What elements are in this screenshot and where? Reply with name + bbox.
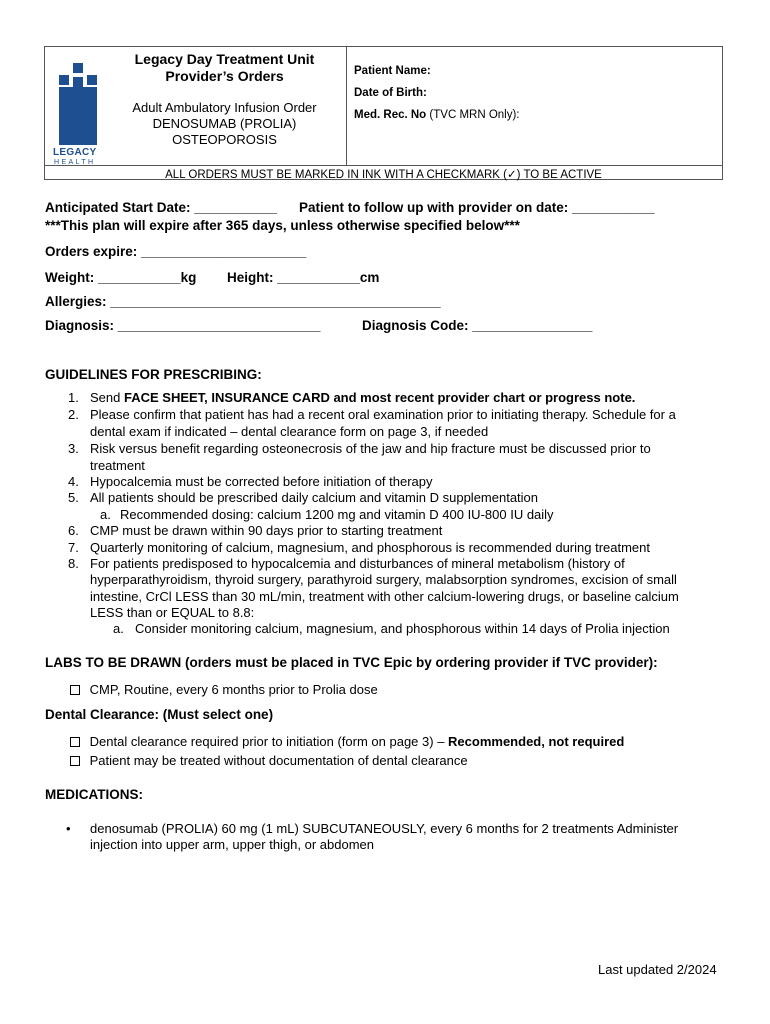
dental-option-not-required[interactable] [70, 753, 468, 768]
labs-heading: LABS TO BE DRAWN (orders must be placed in TVC Epic by ordering provider if TVC provider): [45, 655, 658, 670]
weight-field[interactable]: Weight: ___________kg [45, 270, 197, 285]
logo-text-legacy: LEGACY [53, 147, 97, 158]
patient-name-label: Patient Name: [354, 65, 431, 77]
dental-required-checkbox[interactable] [70, 737, 80, 747]
mrn-label: Med. Rec. No [354, 109, 427, 121]
dental-heading: Dental Clearance: (Must select one) [45, 707, 274, 722]
logo-text-health: HEALTH [54, 159, 96, 166]
medication-item [90, 821, 678, 853]
labs-cmp-checkbox[interactable] [70, 685, 80, 695]
ink-notice: ALL ORDERS MUST BE MARKED IN INK WITH A CHECKMARK (✓) TO BE ACTIVE [165, 169, 602, 181]
expire-note: ***This plan will expire after 365 days, unless otherwise specified below*** [45, 218, 520, 233]
legacy-logo-icon [59, 63, 97, 145]
medication-line-2: injection into upper arm, upper thigh, or abdomen [90, 837, 375, 852]
labs-cmp-label: CMP, Routine, every 6 months prior to Prolia dose [89, 682, 378, 697]
height-field[interactable]: Height: ___________cm [227, 270, 380, 285]
diagnosis-field[interactable]: Diagnosis: ___________________________ [45, 318, 321, 333]
dob-label: Date of Birth: [354, 87, 427, 99]
dental-required-label: Dental clearance required prior to initiation (form on page 3) – [89, 734, 449, 749]
dental-option-required[interactable] [70, 734, 624, 749]
dental-not-required-label: Patient may be treated without documentation of dental clearance [89, 753, 468, 768]
title-line-2: Provider’s Orders [165, 68, 284, 84]
form-title [107, 51, 342, 85]
diagnosis-code-field[interactable]: Diagnosis Code: ________________ [362, 318, 593, 333]
labs-cmp-option[interactable] [70, 682, 378, 697]
allergies-field[interactable]: Allergies: ____________________________________________ [45, 294, 441, 309]
last-updated: Last updated 2/2024 [598, 962, 717, 977]
start-date-field[interactable]: Anticipated Start Date: ___________ [45, 200, 277, 215]
order-line-2: DENOSUMAB (PROLIA) [152, 116, 297, 131]
orders-expire-field[interactable]: Orders expire: ______________________ [45, 244, 307, 259]
guidelines-heading: GUIDELINES FOR PRESCRIBING: [45, 367, 262, 382]
order-description [107, 100, 342, 148]
order-line-1: Adult Ambulatory Infusion Order [132, 100, 317, 115]
dental-not-required-checkbox[interactable] [70, 756, 80, 766]
dental-required-note: Recommended, not required [448, 734, 625, 749]
header-divider-horizontal [45, 165, 722, 166]
mrn-field [354, 109, 520, 121]
mrn-note: (TVC MRN Only): [426, 109, 520, 121]
medication-line-1: denosumab (PROLIA) 60 mg (1 mL) SUBCUTANEOUSLY, every 6 months for 2 treatments Administer [90, 821, 679, 836]
bullet-icon: • [66, 821, 71, 836]
header-box [44, 46, 723, 180]
medications-heading: MEDICATIONS: [45, 787, 143, 802]
title-line-1: Legacy Day Treatment Unit [134, 51, 315, 67]
order-line-3: OSTEOPOROSIS [172, 132, 277, 147]
follow-up-field[interactable]: Patient to follow up with provider on date: ___________ [299, 200, 655, 215]
header-divider-vertical [346, 47, 347, 165]
